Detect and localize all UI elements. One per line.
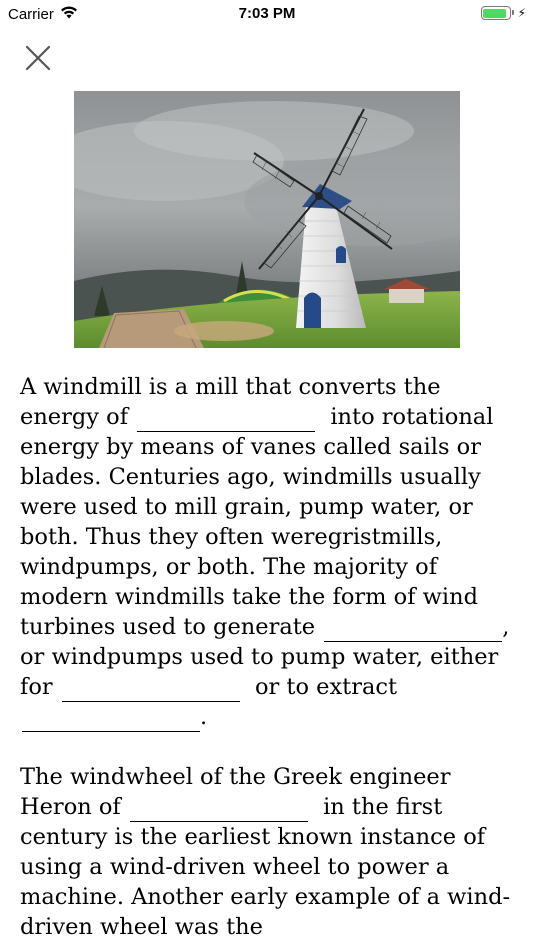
passage-text: The windwheel of the Greek engineer Heron of bbox=[20, 764, 451, 820]
blank-input-2[interactable] bbox=[324, 613, 502, 642]
passage-text: in the first century is the earliest known instance of using a wind-driven wheel to power a machine. Another early example of a wind-driven wheel was the bbox=[20, 794, 511, 940]
windmill-photo bbox=[74, 91, 460, 348]
status-right bbox=[481, 6, 526, 20]
blank-input-3[interactable] bbox=[62, 673, 240, 702]
passage-paragraph-1 bbox=[20, 372, 520, 732]
carrier-label: Carrier bbox=[8, 5, 54, 23]
battery-level-fill bbox=[483, 9, 506, 18]
close-button[interactable] bbox=[20, 40, 56, 76]
charging-bolt-icon: ⚡ bbox=[517, 6, 526, 20]
passage bbox=[20, 372, 520, 950]
status-time: 7:03 PM bbox=[238, 5, 296, 22]
blank-input-1[interactable] bbox=[137, 403, 315, 432]
passage-text: A windmill is a mill that converts the energy of bbox=[20, 374, 441, 430]
passage-text: , or windpumps used to pump water, either for bbox=[20, 614, 510, 700]
blank-input-4[interactable] bbox=[22, 703, 200, 732]
blank-input-5[interactable] bbox=[130, 793, 308, 822]
close-icon[interactable] bbox=[20, 40, 56, 76]
passage-text: or to extract bbox=[254, 674, 398, 700]
passage-text: . bbox=[200, 704, 208, 730]
passage-text: into rotational energy by means of vanes called sails or blades. Centuries ago, windmills usually were used to mill grain, pump water, or both. Thus they often weregristmills, windpumps, or both. The majority of modern windmills take the form of wind turbines used to generate bbox=[20, 404, 494, 640]
passage-paragraph-2 bbox=[20, 762, 520, 942]
status-bar bbox=[0, 0, 534, 28]
battery-icon bbox=[481, 6, 511, 20]
